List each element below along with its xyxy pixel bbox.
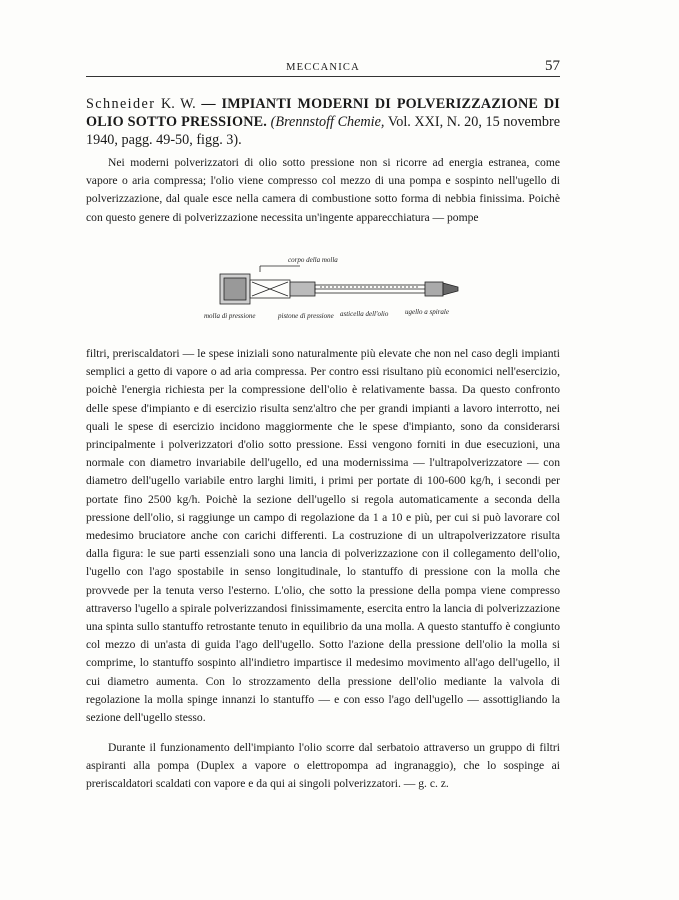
paragraph-3: Durante il funzionamento dell'impianto l'olio scorre dal serbatoio attraverso un gruppo di filtri aspiranti alla pompa (Duplex a vapore o elettropompa ad ingranaggio), che lo sospinge ai preriscaldatori scaldati con vapore e da qui ai singoli polverizzatori. — g. c. z. bbox=[86, 741, 560, 791]
header-rule bbox=[86, 76, 560, 77]
burner-diagram bbox=[200, 252, 480, 327]
paragraph-2: filtri, preriscaldatori — le spese iniziali sono naturalmente più elevate che non nel caso degli impianti semplici a getto di vapore o ad aria compressa. Per contro essi risultano più economici nell'esercizio, poichè l'energia richiesta per la compressione dell'olio è relativamente bassa. Da questo confronto delle spese d'impianto e di esercizio risulta senz'altro che per grandi impianti a lavoro interrotto, nei quali le spese di esercizio incidono maggiormente che le spese d'impianto, sono da considerarsi principalmente i polverizzatori d'olio sotto pressione. Essi vengono forniti in due esecuzioni, una normale con diametro invariabile dell'ugello, ed una modernissima — l'ultrapolverizzatore — con diametro dell'ugello variabile entro larghi limiti, i primi per portate di 100-600 kg/h, i secondi per portate fino 2500 kg/h. Poichè la sezione dell'ugello si regola automaticamente a seconda della pressione dell'olio, si raggiunge un campo di regolazione da 1 a 10 e più, per cui si può lavorare col medesimo bruciatore anche con carichi differenti. La costruzione di un ultrapolverizzatore risulta dalla figura: le sue parti essenziali sono una lancia di polverizzazione con il collegamento dell'olio, l'ugello con l'ago spostabile in senso longitudinale, lo stantuffo di pressione con la molla che provvede per la tenuta verso l'esterno. L'olio, che sotto la pressione della pompa viene compresso attraverso l'ugello a spirale polverizzandosi finissimamente, esercita entro la lancia di polverizzazione una spinta sullo stantuffo retrostante tenuto in equilibrio da una molla. A questo stantuffo è congiunto col mezzo di un'asta di guida l'ago dell'ugello. Sotto l'azione della pressione dell'olio la molla si comprime, lo stantuffo sospinto all'indietro impartisce il medesimo movimento all'ago dell'ugello, il cui diametro aumenta. Con lo strozzamento della pressione dell'olio mediante la valvola di regolazione la molla spinge innanzi lo stantuffo — e con esso l'ago dell'ugello — assottigliando la sezione dell'ugello stesso. bbox=[86, 347, 560, 725]
article-title: — IMPIANTI MODERNI DI POLVERIZZAZIONE DI OLIO SOTTO PRESSIONE. bbox=[86, 96, 561, 130]
label-ugello: ugello a spirale bbox=[405, 308, 449, 316]
article-heading bbox=[86, 95, 560, 149]
label-molla-pressione: molla di pressione bbox=[204, 312, 256, 320]
running-title: MECCANICA bbox=[286, 62, 360, 73]
running-head bbox=[86, 60, 560, 80]
journal-name: (Brennstoff Chemie, bbox=[270, 114, 385, 130]
author-name: Schneider bbox=[86, 96, 156, 112]
paragraph-1: Nei moderni polverizzatori di olio sotto pressione non si ricorre ad energia estranea, come vapore o aria compressa; l'olio viene compresso col mezzo di una pompa e sospinto nell'ugello di polverizzazione, dal quale esce nella camera di combustione sotto forma di nebbia finissima. Poichè con questo genere di polverizzazione necessita un'ingente apparecchiatura — pompe bbox=[86, 156, 560, 224]
author-initials: K. W. bbox=[160, 96, 196, 112]
label-pistone: pistone di pressione bbox=[278, 312, 334, 320]
journal-reference: Vol. XXI, N. 20, 15 novembre 1940, pagg. 49-50, figg. 3). bbox=[86, 114, 561, 148]
label-asticella: asticella dell'olio bbox=[340, 310, 389, 318]
burner-drawing bbox=[200, 252, 480, 327]
label-corpo-molla: corpo della molla bbox=[288, 256, 338, 264]
page-number: 57 bbox=[545, 58, 560, 74]
